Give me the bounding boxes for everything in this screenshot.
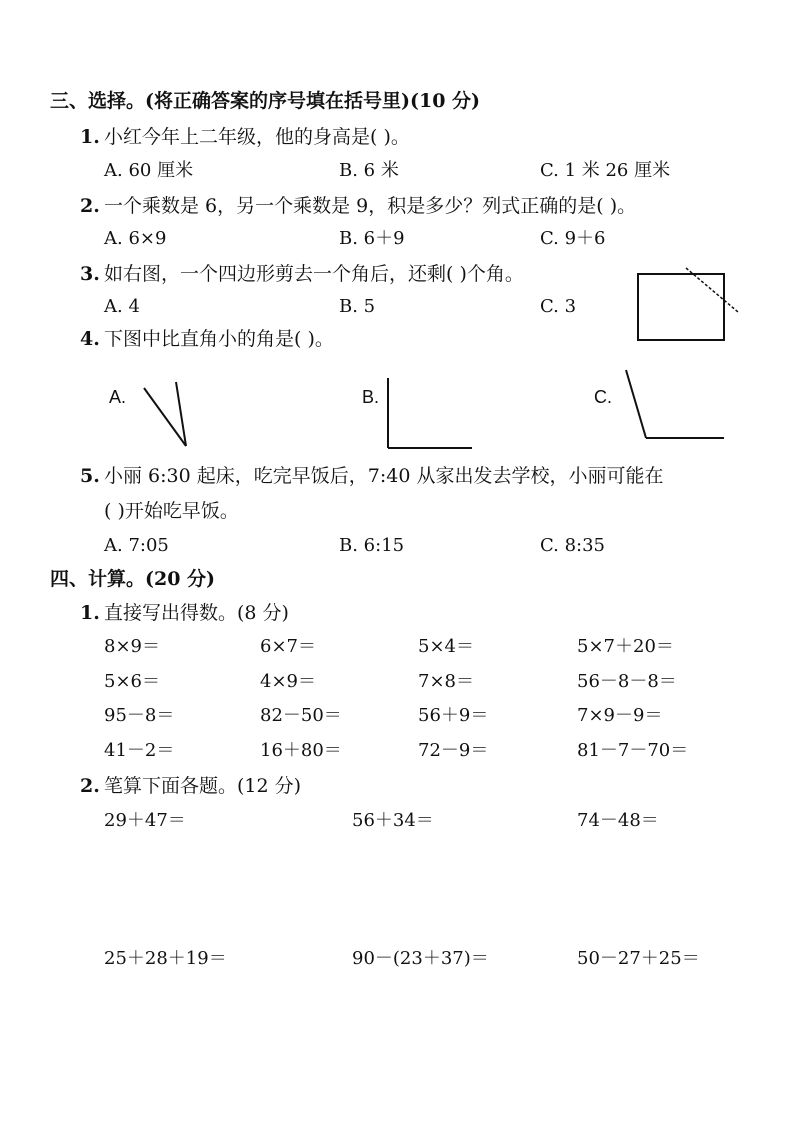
q1-option-c: C. 1 米 26 厘米 [540,160,671,181]
calc-item: 41－2＝ [104,740,175,761]
written-calc-item: 56＋34＝ [352,810,434,831]
calc-item: 5×7＋20＝ [577,636,674,657]
written-calc-item: 74－48＝ [577,810,659,831]
q4-text: 下图中比直角小的角是( )。 [104,328,334,350]
q2-option-b: B. 6＋9 [339,228,405,249]
p2-title: 笔算下面各题。(12 分) [104,775,302,797]
written-calc-item: 90－(23＋37)＝ [352,948,489,969]
q4-number: 4. [80,328,100,350]
q5-text-line1: 小丽 6:30 起床，吃完早饭后，7:40 从家出发去学校，小丽可能在 [104,465,664,487]
q5-text-line2: ( )开始吃早饭。 [104,500,239,522]
calc-item: 5×4＝ [418,636,474,657]
written-calc-item: 29＋47＝ [104,810,186,831]
q5-number: 5. [80,465,100,487]
q2-option-c: C. 9＋6 [540,228,606,249]
q1-text: 小红今年上二年级，他的身高是( )。 [104,126,410,148]
calc-item: 72－9＝ [418,740,489,761]
section3-title: 三、选择。(将正确答案的序号填在括号里)(10 分) [50,90,481,112]
q4-figure-a-label: A. [109,387,127,407]
q3-text: 如右图，一个四边形剪去一个角后，还剩( )个角。 [104,263,524,285]
q3-option-c: C. 3 [540,296,577,317]
q2-number: 2. [80,195,100,217]
calc-item: 56－8－8＝ [577,671,677,692]
calc-item: 5×6＝ [104,671,160,692]
p1-title: 直接写出得数。(8 分) [104,602,289,624]
p2-number: 2. [80,775,100,797]
written-calc-item: 50－27＋25＝ [577,948,700,969]
q1-option-a: A. 60 厘米 [104,160,194,181]
q1-number: 1. [80,126,100,148]
calc-item: 6×7＝ [260,636,316,657]
calc-item: 95－8＝ [104,705,175,726]
calc-item: 82－50＝ [260,705,342,726]
q4-angle-c [622,368,726,444]
q3-quadrilateral-figure [636,262,754,344]
q3-number: 3. [80,263,100,285]
q5-option-a: A. 7:05 [104,535,169,556]
quadrilateral-shape [638,274,724,340]
calc-item: 7×9－9＝ [577,705,663,726]
calc-item: 56＋9＝ [418,705,489,726]
q2-option-a: A. 6×9 [104,228,167,249]
p1-number: 1. [80,602,100,624]
calc-item: 8×9＝ [104,636,160,657]
q2-text: 一个乘数是 6，另一个乘数是 9，积是多少？列式正确的是( )。 [104,195,637,217]
written-calc-item: 25＋28＋19＝ [104,948,227,969]
q5-option-c: C. 8:35 [540,535,605,556]
calc-item: 7×8＝ [418,671,474,692]
calc-item: 16＋80＝ [260,740,342,761]
q1-option-b: B. 6 米 [339,160,399,181]
q3-option-a: A. 4 [104,296,140,317]
q5-option-b: B. 6:15 [339,535,405,556]
section4-title: 四、计算。(20 分) [50,568,216,590]
q4-figure-c-label: C. [594,387,612,407]
q4-figure-b-label: B. [362,387,380,407]
q3-option-b: B. 5 [339,296,376,317]
q4-angle-b [384,376,476,452]
calc-item: 4×9＝ [260,671,316,692]
q4-angle-a [138,380,188,450]
calc-item: 81－7－70＝ [577,740,689,761]
